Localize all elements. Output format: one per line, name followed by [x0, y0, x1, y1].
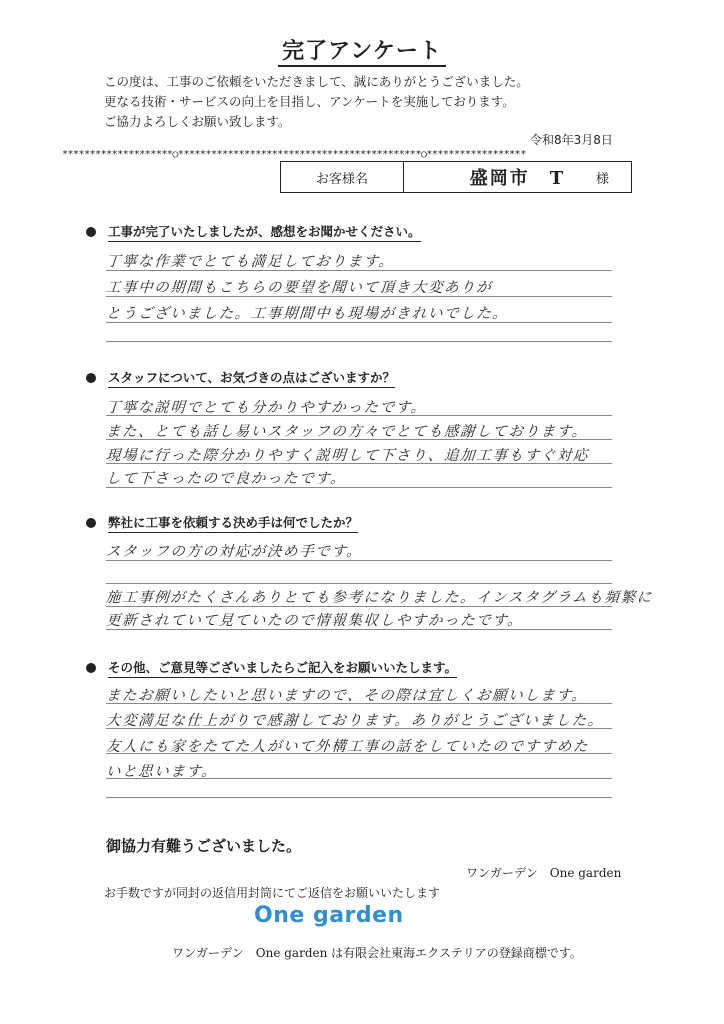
answer-line: またお願いしたいと思いますので、その際は宜しくお願いします。 [105, 688, 589, 704]
question-text: その他、ご意見等ございましたらご記入をお願いいたします。 [108, 660, 457, 678]
bullet-icon [86, 373, 96, 383]
answer-line: 丁寧な説明でとても分かりやすかったです。 [105, 400, 428, 416]
question-text: 弊社に工事を依頼する決め手は何でしたか？ [108, 515, 358, 533]
answer-rule [106, 560, 612, 561]
answer-rule [106, 728, 612, 729]
customer-label: お客様名 [281, 162, 404, 192]
customer-suffix: 様 [595, 172, 611, 187]
answer-rule [106, 583, 612, 584]
question-text: スタッフについて、お気づきの点はございますか？ [108, 370, 395, 388]
question-1 [86, 222, 421, 240]
answer-rule [106, 753, 612, 754]
answer-rule [106, 322, 612, 323]
bullet-icon [86, 663, 96, 673]
company-signature: ワンガーデン One garden [466, 866, 622, 880]
answer-rule [106, 415, 612, 416]
answer-line: スタッフの方の対応が決め手です。 [105, 544, 363, 560]
question-3 [86, 513, 358, 531]
answer-line: 現場に行った際分かりやすく説明して下さり、追加工事もすぐ対応 [105, 448, 590, 464]
question-text: 工事が完了いたしましたが、感想をお聞かせください。 [108, 224, 421, 242]
question-2 [86, 368, 395, 386]
reply-note: お手数ですが同封の返信用封筒にてご返信をお願いいたします [104, 886, 441, 900]
intro-line: 更なる技術・サービスの向上を目指し、アンケートを実施しております。 [104, 94, 515, 109]
answer-rule [106, 439, 612, 440]
answer-line: 大変満足な仕上がりで感謝しております。ありがとうございました。 [105, 713, 605, 729]
intro-line: ご協力よろしくお願い致します。 [104, 114, 291, 129]
customer-box [280, 161, 632, 193]
thanks-text: 御協力有難うございました。 [106, 837, 302, 855]
answer-line: 施工事例がたくさんありとても参考になりました。インスタグラムも頻繁に [105, 590, 654, 606]
answer-rule [106, 296, 612, 297]
date: 令和8年3月8日 [530, 133, 613, 147]
title-text: 完了アンケート [278, 39, 446, 67]
answer-rule [106, 341, 612, 342]
intro-text [104, 72, 529, 132]
customer-value [404, 162, 631, 192]
answer-line: いと思います。 [105, 764, 219, 780]
answer-line: 丁寧な作業でとても満足しております。 [105, 254, 396, 270]
answer-rule [106, 270, 612, 271]
answer-line: して下さったので良かったです。 [105, 471, 347, 487]
answer-rule [106, 606, 612, 607]
answer-line: 友人にも家をたてた人がいて外構工事の話をしていたのですすめた [105, 739, 590, 755]
answer-rule [106, 778, 612, 779]
trademark-note: ワンガーデン One garden は有限会社東海エクステリアの登録商標です。 [172, 946, 582, 960]
star-divider: ********************○********************************************○****************** [62, 149, 526, 160]
answer-line: とうございました。工事期間中も現場がきれいでした。 [105, 306, 509, 322]
bullet-icon [86, 227, 96, 237]
answer-rule [106, 797, 612, 798]
company-logo: One garden [254, 903, 404, 928]
question-4 [86, 658, 457, 676]
answer-line: また、とても話し易いスタッフの方々でとても感謝しております。 [105, 424, 589, 440]
page-title [0, 34, 724, 65]
answer-rule [106, 703, 612, 704]
bullet-icon [86, 518, 96, 528]
answer-line: 工事中の期間もこちらの要望を聞いて頂き大変ありが [105, 280, 493, 296]
answer-rule [106, 629, 612, 630]
answer-rule [106, 463, 612, 464]
intro-line: この度は、工事のご依頼をいただきまして、誠にありがとうございました。 [104, 74, 529, 89]
customer-name: 盛岡市 T [469, 168, 566, 189]
answer-rule [106, 487, 612, 488]
answer-line: 更新されていて見ていたので情報集収しやすかったです。 [105, 613, 524, 629]
